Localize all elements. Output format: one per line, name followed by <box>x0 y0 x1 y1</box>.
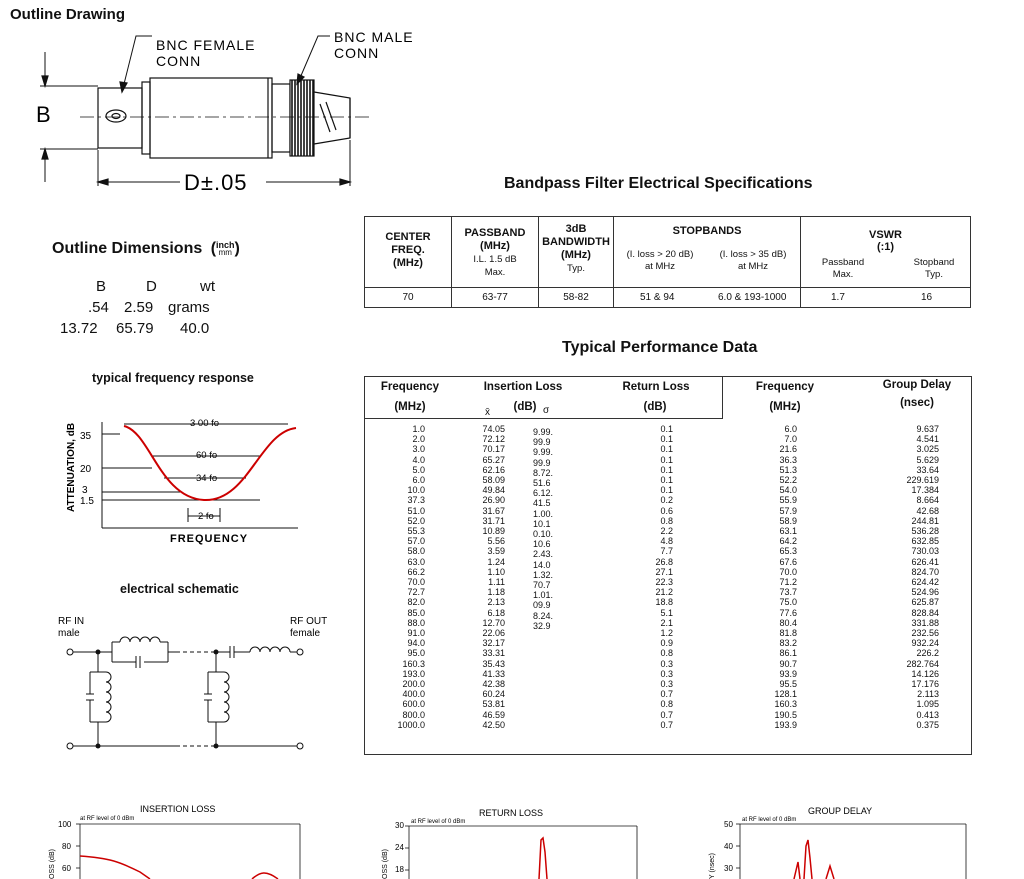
spec-header-center: CENTER FREQ. (MHz) <box>365 217 452 288</box>
perf-cell-il: 62.16 <box>482 464 505 475</box>
perf-cell-gd: 536.28 <box>911 526 939 537</box>
spec-vswr-passband: 1.7 <box>831 292 845 303</box>
rl-tick-18: 18 <box>395 865 404 874</box>
perf-cell-sigma: 70.7 <box>533 580 551 591</box>
perf-cell-sigma: 14.0 <box>533 559 551 570</box>
perf-cell-freq: 91.0 <box>407 628 425 639</box>
perf-cell-freq2: 6.0 <box>784 424 797 434</box>
rl-ylabel: OSS (dB) <box>382 849 389 879</box>
dim-inch-wt: grams <box>168 299 210 316</box>
perf-cell-il: 41.33 <box>482 668 505 679</box>
perf-cell-freq2: 64.2 <box>779 536 797 547</box>
perf-col-il <box>465 424 505 730</box>
perf-cell-freq2: 58.9 <box>779 515 797 526</box>
dim-header-d: D <box>146 278 157 295</box>
dim-d-label: D±.05 <box>184 170 248 195</box>
perf-cell-gd: 226.2 <box>916 648 939 659</box>
response-curve <box>124 426 296 500</box>
il-chart-title: INSERTION LOSS <box>140 804 216 814</box>
freq-response-plot <box>60 412 310 548</box>
width-60fo: 60 fo <box>196 450 218 461</box>
perf-head-xbar: x̄ <box>485 407 490 418</box>
perf-title: Typical Performance Data <box>562 339 758 356</box>
perf-cell-sigma: 41.5 <box>533 498 551 509</box>
perf-cell-il: 12.70 <box>482 617 505 628</box>
spec-stopbands <box>614 288 801 308</box>
perf-cell-freq: 10.0 <box>407 485 425 496</box>
dim-inch-d: 2.59 <box>124 299 154 316</box>
perf-cell-freq2: 93.9 <box>779 668 797 679</box>
perf-cell-freq: 94.0 <box>407 638 425 649</box>
perf-cell-freq: 600.0 <box>402 699 425 710</box>
spec-bandwidth: 58-82 <box>539 288 614 308</box>
rf-in-label: RF IN <box>58 616 85 627</box>
perf-cell-gd: 932.24 <box>911 638 939 649</box>
perf-cell-freq2: 36.3 <box>779 454 797 465</box>
perf-cell-freq2: 54.0 <box>779 485 797 496</box>
perf-cell-freq: 160.3 <box>402 658 425 669</box>
female-conn-label-1: BNC FEMALE <box>156 37 256 53</box>
perf-cell-freq2: 83.2 <box>779 638 797 649</box>
perf-cell-rl: 0.6 <box>660 505 673 516</box>
perf-cell-rl: 0.3 <box>660 679 673 690</box>
perf-cell-rl: 0.7 <box>660 689 673 700</box>
dim-header-wt: wt <box>200 278 215 295</box>
perf-cell-gd: 282.764 <box>906 658 939 669</box>
perf-cell-gd: 14.126 <box>911 668 939 679</box>
perf-cell-freq: 95.0 <box>407 648 425 659</box>
perf-cell-rl: 1.2 <box>660 628 673 639</box>
spec-header-vswr: VSWR (:1) Passband Max. Stopband Typ. <box>801 217 971 288</box>
spec-header-bandwidth: 3dB BANDWIDTH (MHz) Typ. <box>539 217 614 288</box>
perf-cell-gd: 9.637 <box>916 424 939 434</box>
perf-cell-rl: 0.8 <box>660 648 673 659</box>
perf-cell-rl: 21.2 <box>655 587 673 598</box>
rf-out-label: RF OUT <box>290 616 328 627</box>
perf-cell-freq: 1.0 <box>412 424 425 434</box>
perf-cell-freq: 82.0 <box>407 597 425 608</box>
perf-cell-freq2: 128.1 <box>774 689 797 700</box>
perf-cell-il: 2.13 <box>487 597 505 608</box>
perf-cell-freq: 3.0 <box>412 444 425 455</box>
perf-cell-gd: 3.025 <box>916 444 939 455</box>
perf-cell-rl: 0.1 <box>660 434 673 445</box>
perf-cell-freq2: 65.3 <box>779 546 797 557</box>
perf-cell-freq2: 190.5 <box>774 709 797 720</box>
perf-cell-freq2: 57.9 <box>779 505 797 516</box>
perf-cell-il: 31.71 <box>482 515 505 526</box>
perf-cell-rl: 0.1 <box>660 485 673 496</box>
perf-cell-rl: 0.3 <box>660 668 673 679</box>
spec-vswr-stopband: 16 <box>921 292 933 303</box>
perf-cell-freq2: 70.0 <box>779 566 797 577</box>
perf-cell-freq: 800.0 <box>402 709 425 720</box>
perf-cell-freq2: 86.1 <box>779 648 797 659</box>
perf-cell-rl: 2.2 <box>660 526 673 537</box>
outline-dimensions-title-text: Outline Dimensions <box>52 240 203 258</box>
perf-cell-gd: 17.176 <box>911 679 939 690</box>
chart-insertion-loss <box>40 800 320 879</box>
perf-cell-rl: 0.2 <box>660 495 673 506</box>
perf-cell-rl: 7.7 <box>660 546 673 557</box>
electrical-schematic <box>54 612 340 752</box>
perf-cell-il: 1.11 <box>488 577 505 588</box>
perf-head-freq: Frequency <box>380 381 440 393</box>
il-tick-60: 60 <box>62 864 71 873</box>
perf-cell-freq2: 63.1 <box>779 526 797 537</box>
perf-cell-sigma: 9.99. <box>533 447 554 458</box>
dim-mm-b: 13.72 <box>60 320 98 337</box>
perf-cell-rl: 0.1 <box>660 444 673 455</box>
perf-cell-freq2: 21.6 <box>779 444 797 455</box>
perf-cell-rl: 27.1 <box>655 566 673 577</box>
perf-cell-freq2: 52.2 <box>779 475 797 486</box>
il-tick-100: 100 <box>58 820 72 829</box>
perf-cell-il: 65.27 <box>482 454 505 465</box>
rl-chart-title: RETURN LOSS <box>479 808 544 818</box>
il-chart-note: at RF level of 0 dBm <box>80 816 135 822</box>
perf-cell-freq2: 90.7 <box>779 658 797 669</box>
perf-cell-gd: 2.113 <box>917 689 939 700</box>
perf-head-rl-unit: (dB) <box>643 401 667 413</box>
perf-col-freq2 <box>761 424 797 730</box>
perf-head-il: Insertion Loss <box>483 381 563 393</box>
perf-cell-freq: 6.0 <box>412 475 425 486</box>
outline-drawing <box>0 22 430 200</box>
perf-cell-rl: 0.8 <box>660 699 673 710</box>
perf-cell-gd: 625.87 <box>911 597 939 608</box>
perf-cell-sigma: 51.6 <box>533 478 551 489</box>
perf-cell-rl: 0.1 <box>660 424 673 434</box>
perf-cell-sigma: 2.43. <box>533 549 554 560</box>
spec-header-stopbands: STOPBANDS (I. loss > 20 dB) at MHz (I. loss > 35 dB) at MHz <box>614 217 801 288</box>
perf-cell-sigma: 09.9 <box>533 600 551 611</box>
dim-header-b: B <box>96 278 107 295</box>
perf-cell-freq2: 7.0 <box>784 434 797 445</box>
il-tick-80: 80 <box>62 842 71 851</box>
perf-cell-il: 72.12 <box>482 434 505 445</box>
female-conn-label-2: CONN <box>156 53 202 69</box>
gd-ylabel: Y (nsec) <box>709 853 716 879</box>
perf-cell-gd: 1.095 <box>916 699 939 710</box>
perf-cell-freq: 400.0 <box>402 689 425 700</box>
perf-cell-rl: 0.9 <box>660 638 673 649</box>
perf-cell-rl: 22.3 <box>655 577 673 588</box>
perf-cell-il: 3.59 <box>487 546 505 557</box>
perf-cell-rl: 0.1 <box>660 464 673 475</box>
perf-cell-gd: 632.85 <box>911 536 939 547</box>
perf-cell-il: 1.24 <box>487 556 505 567</box>
perf-cell-freq: 72.7 <box>407 587 425 598</box>
perf-cell-sigma: 32.9 <box>533 620 551 631</box>
perf-col-sigma <box>533 427 561 631</box>
perf-head-freq2-unit: (MHz) <box>769 401 801 413</box>
perf-cell-il: 33.31 <box>482 648 505 659</box>
tick-20: 20 <box>80 464 92 475</box>
perf-cell-gd: 524.96 <box>911 587 939 598</box>
unit-mm: mm <box>218 248 232 257</box>
tick-3: 3 <box>82 485 88 496</box>
perf-cell-rl: 0.1 <box>660 475 673 486</box>
perf-cell-il: 26.90 <box>482 495 505 506</box>
perf-cell-rl: 0.8 <box>660 515 673 526</box>
perf-cell-freq: 66.2 <box>407 566 425 577</box>
spec-table <box>364 216 971 308</box>
perf-cell-freq: 63.0 <box>407 556 425 567</box>
tick-35: 35 <box>80 431 92 442</box>
perf-col-freq <box>385 424 425 730</box>
perf-cell-il: 53.81 <box>482 699 505 710</box>
perf-cell-freq: 58.0 <box>407 546 425 557</box>
width-34fo: 34 fo <box>196 473 218 484</box>
perf-cell-freq2: 193.9 <box>774 719 797 730</box>
perf-cell-gd: 0.413 <box>916 709 939 720</box>
perf-cell-il: 22.06 <box>482 628 505 639</box>
unit-inch: inch <box>216 240 235 250</box>
perf-cell-il: 5.56 <box>487 536 505 547</box>
width-2fo: 2 fo <box>198 511 214 522</box>
perf-cell-freq2: 51.3 <box>779 464 797 475</box>
perf-cell-sigma: 99.9 <box>533 437 551 448</box>
schematic-title: electrical schematic <box>120 582 239 596</box>
male-conn-label-1: BNC MALE <box>334 29 414 45</box>
perf-cell-sigma: 8.72. <box>533 467 554 478</box>
rl-tick-24: 24 <box>395 843 404 852</box>
perf-cell-freq: 2.0 <box>412 434 425 445</box>
perf-cell-rl: 0.1 <box>660 454 673 465</box>
perf-cell-freq: 4.0 <box>412 454 425 465</box>
il-curve <box>80 856 278 879</box>
perf-cell-il: 31.67 <box>482 505 505 516</box>
spec-vswr <box>801 288 971 308</box>
perf-table <box>364 376 972 755</box>
dim-mm-wt: 40.0 <box>180 320 210 337</box>
perf-col-gd <box>895 424 939 730</box>
perf-cell-gd: 17.384 <box>911 485 939 496</box>
perf-cell-sigma: 1.01. <box>533 590 554 601</box>
perf-cell-il: 58.09 <box>482 475 505 486</box>
gd-chart-title: GROUP DELAY <box>808 806 873 816</box>
perf-cell-il: 10.89 <box>482 526 505 537</box>
perf-cell-gd: 624.42 <box>911 577 939 588</box>
perf-cell-freq: 37.3 <box>407 495 425 506</box>
perf-cell-sigma: 1.32. <box>533 569 554 580</box>
perf-cell-freq: 5.0 <box>412 464 425 475</box>
perf-cell-il: 6.18 <box>487 607 505 618</box>
perf-cell-il: 60.24 <box>482 689 505 700</box>
chart-group-delay <box>700 800 990 879</box>
rf-out-female-label: female <box>290 628 321 639</box>
perf-cell-gd: 33.64 <box>916 464 939 475</box>
perf-cell-freq2: 77.6 <box>779 607 797 618</box>
perf-cell-freq2: 75.0 <box>779 597 797 608</box>
male-conn-label-2: CONN <box>334 45 380 61</box>
perf-cell-sigma: 8.24. <box>533 610 554 621</box>
perf-cell-rl: 0.7 <box>660 719 673 730</box>
rf-in-male-label: male <box>58 628 80 639</box>
perf-cell-gd: 331.88 <box>911 617 939 628</box>
width-300fo: 3 00 fo <box>190 418 220 429</box>
perf-cell-sigma: 9.99. <box>533 427 554 437</box>
perf-cell-rl: 2.1 <box>660 617 673 628</box>
perf-cell-freq: 193.0 <box>402 668 425 679</box>
perf-head-freq2: Frequency <box>755 381 815 393</box>
spec-stopband-35: 6.0 & 193-1000 <box>718 292 787 303</box>
perf-cell-il: 35.43 <box>482 658 505 669</box>
perf-cell-gd: 0.375 <box>916 719 939 730</box>
attenuation-axis-label: ATTENUATION, dB <box>66 422 77 512</box>
perf-cell-freq: 85.0 <box>407 607 425 618</box>
perf-col-rl <box>641 424 673 730</box>
perf-head-il-unit: (dB) <box>513 401 537 413</box>
perf-cell-sigma: 6.12. <box>533 488 554 499</box>
spec-stopband-20: 51 & 94 <box>640 292 675 303</box>
perf-cell-freq: 52.0 <box>407 515 425 526</box>
rl-curve <box>539 838 547 879</box>
perf-cell-sigma: 1.00. <box>533 508 554 519</box>
spec-passband: 63-77 <box>452 288 539 308</box>
perf-cell-sigma: 99.9 <box>533 457 551 468</box>
perf-head-sigma: σ <box>543 405 550 416</box>
perf-cell-freq: 88.0 <box>407 617 425 628</box>
perf-cell-freq2: 95.5 <box>779 679 797 690</box>
perf-cell-il: 1.18 <box>487 587 505 598</box>
perf-cell-gd: 8.664 <box>916 495 939 506</box>
perf-head-gd-unit: (nsec) <box>900 397 934 409</box>
spec-title: Bandpass Filter Electrical Specifications <box>504 175 813 192</box>
dim-b-label: B <box>36 102 51 127</box>
rl-tick-30: 30 <box>395 821 404 830</box>
perf-cell-rl: 18.8 <box>655 597 673 608</box>
perf-cell-gd: 229.619 <box>906 475 939 486</box>
perf-cell-il: 74.05 <box>482 424 505 434</box>
spec-center-freq: 70 <box>365 288 452 308</box>
perf-cell-freq: 55.3 <box>407 526 425 537</box>
perf-cell-freq2: 73.7 <box>779 587 797 598</box>
rl-chart-note: at RF level of 0 dBm <box>411 819 466 825</box>
perf-cell-freq2: 55.9 <box>779 495 797 506</box>
freq-response-title: typical frequency response <box>92 371 254 385</box>
outline-dimensions-title: Outline Dimensions ( inch mm ) <box>52 240 240 258</box>
perf-head-freq-unit: (MHz) <box>394 401 426 413</box>
perf-cell-il: 46.59 <box>482 709 505 720</box>
perf-cell-rl: 0.7 <box>660 709 673 720</box>
outline-drawing-title: Outline Drawing <box>10 6 126 23</box>
perf-cell-gd: 824.70 <box>911 566 939 577</box>
frequency-axis-label: FREQUENCY <box>170 533 249 545</box>
perf-cell-freq: 200.0 <box>402 679 425 690</box>
perf-cell-freq: 1000.0 <box>397 719 425 730</box>
perf-cell-rl: 26.8 <box>655 556 673 567</box>
gd-curve <box>794 840 834 879</box>
perf-cell-gd: 244.81 <box>911 515 939 526</box>
spec-row <box>365 288 971 308</box>
perf-cell-sigma: 0.10. <box>533 529 554 540</box>
perf-cell-gd: 232.56 <box>911 628 939 639</box>
perf-cell-rl: 4.8 <box>660 536 673 547</box>
perf-cell-rl: 0.3 <box>660 658 673 669</box>
spec-header-passband: PASSBAND (MHz) I.L. 1.5 dB Max. <box>452 217 539 288</box>
tick-1-5: 1.5 <box>80 496 94 507</box>
perf-cell-sigma: 10.6 <box>533 539 551 550</box>
perf-cell-freq: 57.0 <box>407 536 425 547</box>
perf-cell-freq2: 67.6 <box>779 556 797 567</box>
perf-cell-gd: 626.41 <box>911 556 939 567</box>
chart-return-loss <box>375 800 655 879</box>
il-ylabel: OSS (dB) <box>49 849 56 879</box>
perf-cell-freq: 70.0 <box>407 577 425 588</box>
perf-head-gd: Group Delay <box>882 379 952 391</box>
perf-cell-il: 32.17 <box>482 638 505 649</box>
perf-cell-freq2: 160.3 <box>774 699 797 710</box>
perf-cell-gd: 5.629 <box>916 454 939 465</box>
perf-cell-il: 1.10 <box>487 566 505 577</box>
dim-mm-d: 65.79 <box>116 320 154 337</box>
perf-cell-gd: 828.84 <box>911 607 939 618</box>
perf-cell-rl: 5.1 <box>660 607 673 618</box>
perf-cell-il: 49.84 <box>482 485 505 496</box>
gd-chart-note: at RF level of 0 dBm <box>742 817 797 823</box>
perf-cell-gd: 42.68 <box>916 505 939 516</box>
dim-inch-b: .54 <box>88 299 109 316</box>
perf-cell-freq: 51.0 <box>407 505 425 516</box>
perf-cell-freq2: 80.4 <box>779 617 797 628</box>
perf-cell-gd: 4.541 <box>916 434 939 445</box>
perf-cell-il: 42.50 <box>482 719 505 730</box>
perf-cell-sigma: 10.1 <box>533 518 551 529</box>
perf-cell-il: 70.17 <box>482 444 505 455</box>
gd-tick-50: 50 <box>724 820 733 829</box>
perf-cell-freq2: 71.2 <box>779 577 797 588</box>
perf-cell-freq2: 81.8 <box>779 628 797 639</box>
gd-tick-40: 40 <box>724 842 733 851</box>
perf-cell-il: 42.38 <box>482 679 505 690</box>
gd-tick-30: 30 <box>724 864 733 873</box>
perf-cell-gd: 730.03 <box>911 546 939 557</box>
perf-head-rl: Return Loss <box>622 381 690 393</box>
